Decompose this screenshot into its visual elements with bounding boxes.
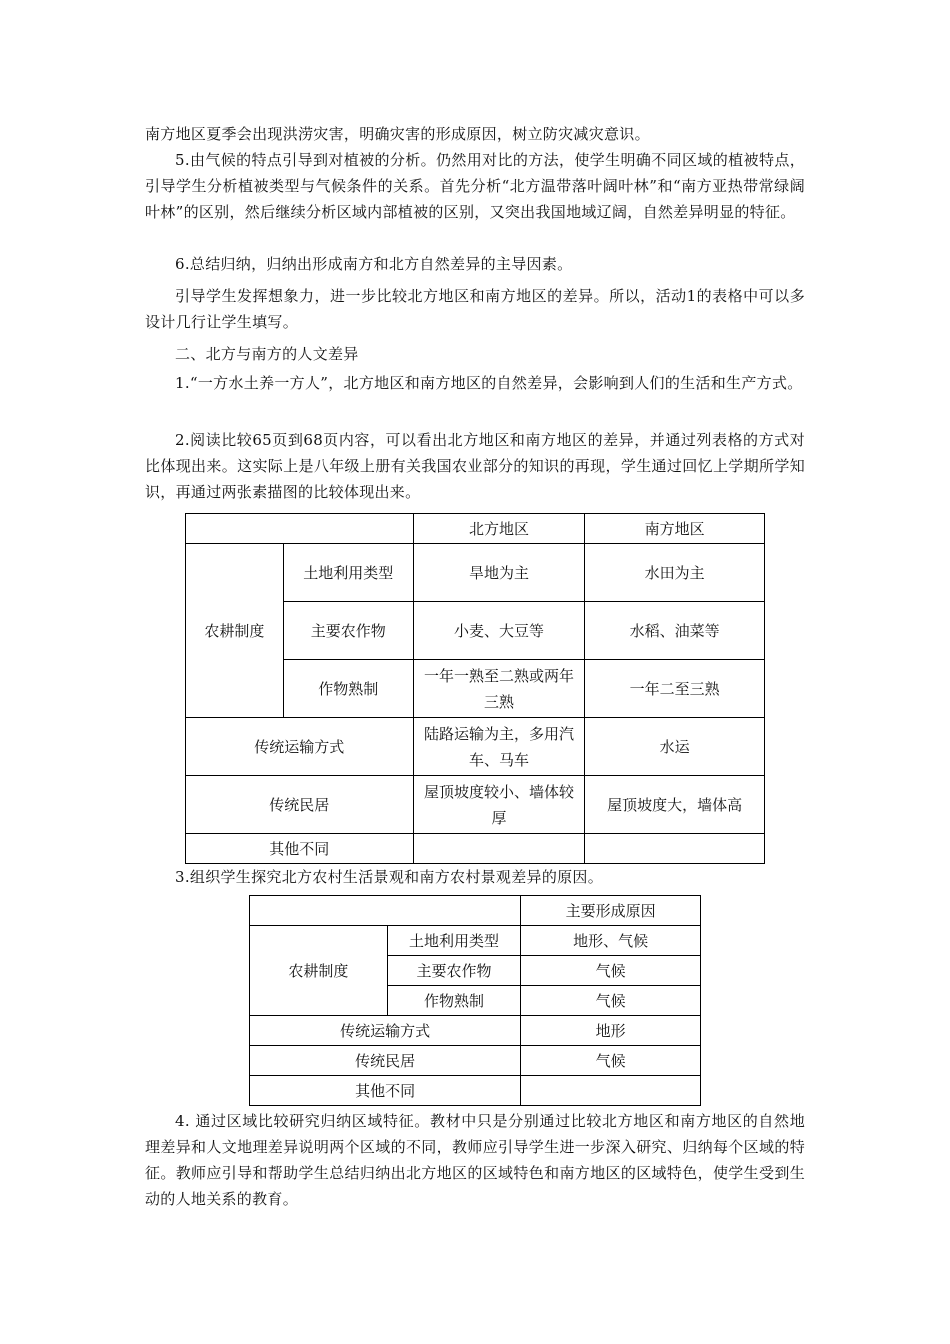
cell-north: 一年一熟至二熟或两年三熟 — [413, 660, 585, 718]
cell-south: 水运 — [585, 718, 765, 776]
header-north: 北方地区 — [413, 514, 585, 544]
cell-reason — [521, 1076, 701, 1106]
table-corner-cell — [186, 514, 414, 544]
group-label-farming: 农耕制度 — [186, 544, 284, 718]
cell-reason: 气候 — [521, 1046, 701, 1076]
paragraph-vegetation: 5.由气候的特点引导到对植被的分析。仍然用对比的方法，使学生明确不同区域的植被特点，引导学生分析植被类型与气候条件的关系。首先分析“北方温带落叶阔叶林”和“南方亚热带常绿阔叶林”的区别，然后继续分析区域内部植被的区别，又突出我国地域辽阔，自然差异明显的特征。 — [145, 151, 805, 221]
header-south: 南方地区 — [585, 514, 765, 544]
paragraph-lifestyle: 1.“一方水土养一方人”，北方地区和南方地区的自然差异，会影响到人们的生活和生产方式。 — [175, 374, 803, 392]
row-label-other: 其他不同 — [250, 1076, 521, 1106]
row-label: 作物熟制 — [387, 986, 521, 1016]
cell-north: 旱地为主 — [413, 544, 585, 602]
cell-reason: 地形 — [521, 1016, 701, 1046]
row-label-transport: 传统运输方式 — [186, 718, 414, 776]
cell-north: 屋顶坡度较小、墙体较厚 — [413, 776, 585, 834]
row-label-housing: 传统民居 — [250, 1046, 521, 1076]
row-label: 土地利用类型 — [283, 544, 413, 602]
header-reason: 主要形成原因 — [521, 896, 701, 926]
cell-south: 水稻、油菜等 — [585, 602, 765, 660]
row-label: 主要农作物 — [387, 956, 521, 986]
group-label-farming: 农耕制度 — [250, 926, 388, 1016]
row-label: 作物熟制 — [283, 660, 413, 718]
cell-south: 水田为主 — [585, 544, 765, 602]
row-label-transport: 传统运输方式 — [250, 1016, 521, 1046]
cell-reason: 地形、气候 — [521, 926, 701, 956]
cell-north — [413, 834, 585, 864]
reasons-table — [249, 895, 701, 1106]
paragraph-reading-compare: 2.阅读比较65页到68页内容，可以看出北方地区和南方地区的差异，并通过列表格的方式对比体现出来。这实际上是八年级上册有关我国农业部分的知识的再现，学生通过回忆上学期所学知识，再通过两张素描图的比较体现出来。 — [145, 431, 805, 501]
cell-south — [585, 834, 765, 864]
paragraph-region-characteristics: 4. 通过区域比较研究归纳区域特征。教材中只是分别通过比较北方地区和南方地区的自然地理差异和人文地理差异说明两个区域的不同，教师应引导学生进一步深入研究、归纳每个区域的特征。教师应引导和帮助学生总结归纳出北方地区的区域特色和南方地区的区域特色，使学生受到生动的人地关系的教育。 — [145, 1112, 805, 1208]
cell-south: 一年二至三熟 — [585, 660, 765, 718]
row-label-other: 其他不同 — [186, 834, 414, 864]
row-label-housing: 传统民居 — [186, 776, 414, 834]
table-corner-cell — [250, 896, 521, 926]
cell-north: 陆路运输为主，多用汽车、马车 — [413, 718, 585, 776]
comparison-table — [185, 513, 765, 864]
cell-reason: 气候 — [521, 986, 701, 1016]
row-label: 主要农作物 — [283, 602, 413, 660]
cell-reason: 气候 — [521, 956, 701, 986]
paragraph-explore-reasons: 3.组织学生探究北方农村生活景观和南方农村景观差异的原因。 — [175, 868, 604, 886]
paragraph-imagination: 引导学生发挥想象力，进一步比较北方地区和南方地区的差异。所以，活动1的表格中可以多设计几行让学生填写。 — [145, 287, 805, 331]
cell-south: 屋顶坡度大，墙体高 — [585, 776, 765, 834]
section-heading-human-differences: 二、北方与南方的人文差异 — [175, 345, 359, 363]
cell-north: 小麦、大豆等 — [413, 602, 585, 660]
paragraph-summary: 6.总结归纳，归纳出形成南方和北方自然差异的主导因素。 — [175, 255, 573, 273]
row-label: 土地利用类型 — [387, 926, 521, 956]
paragraph-flood: 南方地区夏季会出现洪涝灾害，明确灾害的形成原因，树立防灾减灾意识。 — [145, 125, 650, 143]
